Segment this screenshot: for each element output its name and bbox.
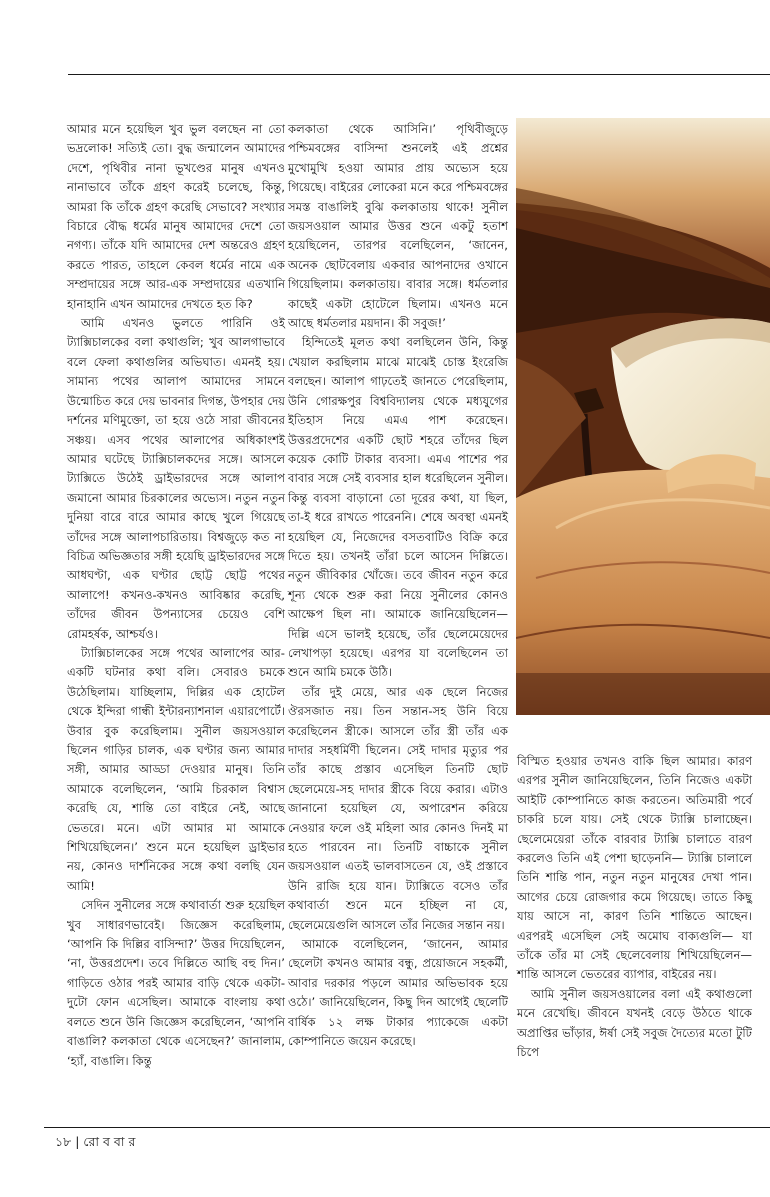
- footer-separator: |: [75, 1134, 80, 1149]
- article-column-3: [517, 752, 752, 1063]
- page-footer: [55, 1134, 135, 1154]
- car-interior-photo: [516, 118, 770, 715]
- paragraph: সেদিন সুনীলের সঙ্গে কথাবার্তা শুরু হয়েছিল খুব সাধারণভাবেই। জিজ্ঞেস করেছিলাম, ‘আপনি কি দিল্লির বাসিন্দা?’ উত্তর দিয়েছিলেন, ‘না, উত্তরপ্রদেশ। তবে দিল্লিতে আছি বহু দিন।’ গাড়িতে ওঠার পরই আমার বাড়ি থেকে একটা-দুটো ফোন এসেছিল। আমাকে বাংলায় কথা বলতে শুনে উনি জিজ্ঞেস করেছিলেন, ‘আপনি বাঙালি? কলকাতা থেকে এসেছেন?’ জানালাম, ‘হ্যাঁ, বাঙালি। কিন্তু: [67, 898, 285, 1068]
- footer-rule: [44, 1127, 770, 1128]
- header-rule: [68, 74, 770, 75]
- paragraph: আমাকে বলেছিলেন, ‘জানেন, আমার ছেলেটা কখনও আমার বন্ধু, প্রয়োজনে সহকর্মী, আবার দরকার পড়লে আমার অভিভাবক হয়ে ওঠে।’ জানিয়েছিলেন, কিছু দিন আগেই ছেলেটি বার্ষিক ১২ লক্ষ টাকার প্যাকেজে একটা কোম্পানিতে জয়েন করেছে।: [288, 937, 508, 1049]
- paragraph: আমার মনে হয়েছিল খুব ভুল বলছেন না তো ভদ্রলোক! সত্যিই তো। বুদ্ধ জন্মালেন আমাদের দেশে, পৃথিবীর নানা ভূখণ্ডের মানুষ এখনও নানাভাবে তাঁকে গ্রহণ করেই চলেছে, কিন্তু, আমরা কি তাঁকে গ্রহণ করেছি সেভাবে? সংখ্যার বিচারে বৌদ্ধ ধর্মের মানুষ আমাদের দেশে তো নগণ্য। তাঁকে যদি আমাদের দেশ অন্তরেও গ্রহণ করতে পারত, তাহলে কেবল ধর্মের নামে এক সম্প্রদায়ের সঙ্গে আর-এক সম্প্রদায়ের এতখানি হানাহানি এখন আমাদের দেখতে হত কি?: [67, 122, 285, 311]
- paragraph: বিস্মিত হওয়ার তখনও বাকি ছিল আমার। কারণ এরপর সুনীল জানিয়েছিলেন, তিনি নিজেও একটা আইটি কোম্পানিতে কাজ করতেন। অতিমারী পর্বে চাকরি চলে যায়। সেই থেকে ট্যাক্সি চালাচ্ছেন। ছেলেমেয়েরা তাঁকে বারবার ট্যাক্সি চালাতে বারণ করলেও তিনি এই পেশা ছাড়েননি— ট্যাক্সি চালালে তিনি শান্তি পান, নতুন নতুন মানুষের দেখা পান। আগের চেয়ে রোজগার কমে গিয়েছে। তাতে কিছু যায় আসে না, কারণ তিনি শান্তিতে আছেন। এরপরই এসেছিল সেই অমোঘ বাক্যগুলি— যা তাঁকে তাঁর মা সেই ছেলেবেলায় শিখিয়েছিলেন— শান্তি আসলে ভেতরের ব্যাপার, বাইরের নয়।: [517, 754, 752, 982]
- paragraph: হিন্দিতেই মূলত কথা বলছিলেন উনি, কিন্তু খেয়াল করছিলাম মাঝে মাঝেই চোস্ত ইংরেজি বলছেন। আলাপ গাঢ়তেই জানতে পেরেছিলাম, উনি গোরক্ষপুর বিশ্ববিদ্যালয় থেকে মধ্যযুগের ইতিহাস নিয়ে এমএ পাশ করেছেন। উত্তরপ্রদেশের একটি ছোট শহরে তাঁদের ছিল কয়েক কোটি টাকার ব্যবসা। এমএ পাশের পর বাবার সঙ্গে সেই ব্যবসার হাল ধরেছিলেন সুনীল। কিন্তু ব্যবসা বাড়ানো তো দূরের কথা, যা ছিল, তা-ই ধরে রাখতে পারেননি। শেষে অবস্থা এমনই হয়েছিল যে, নিজেদের বসতবাটিও বিক্রি করে দিতে হয়। তখনই তাঁরা চলে আসেন দিল্লিতে। নতুন জীবিকার খোঁজে। তবে জীবন নতুন করে শূন্য থেকে শুরু করা নিয়ে সুনীলের কোনও আক্ষেপ ছিল না। আমাকে জানিয়েছিলেন— দিল্লি এসে ভালই হয়েছে, তাঁর ছেলেমেয়েদের লেখাপড়া হয়েছে। এরপর যা বলেছিলেন তা শুনে আমি চমকে উঠি।: [288, 335, 508, 680]
- article-column-2: [288, 120, 508, 1052]
- article-column-1: [67, 120, 285, 1071]
- paragraph: ট্যাক্সিচালকের সঙ্গে পথের আলাপের আর-একটি ঘটনার কথা বলি। সেবারও চমকে উঠেছিলাম। যাচ্ছিলাম, দিল্লির এক হোটেল থেকে ইন্দিরা গান্ধী ইন্টারন্যাশনাল এয়ারপোর্টে। উবার বুক করেছিলাম। সুনীল জয়সওয়াল ছিলেন গাড়ির চালক, এক ঘণ্টার জন্য আমার সঙ্গী, আমার আড্ডা দেওয়ার মানুষ। তিনি আমাকে বলেছিলেন, ‘আমি চিরকাল বিশ্বাস করেছি যে, শান্তি তো বাইরে নেই, আছে ভেতরে। মনে। এটা আমার মা আমাকে শিখিয়েছিলেন।’ শুনে মনে হয়েছিল ড্রাইভার নয়, কোনও দার্শনিকের সঙ্গে কথা বলছি যেন আমি!: [67, 645, 285, 893]
- paragraph: কলকাতা থেকে আসিনি।’ পৃথিবীজুড়ে পশ্চিমবঙ্গের বাসিন্দা শুনলেই এই প্রশ্নের মুখোমুখি হওয়া আমার প্রায় অভ্যেস হয়ে গিয়েছে। বাইরের লোকেরা মনে করে পশ্চিমবঙ্গের সমস্ত বাঙালিই বুঝি কলকাতায় থাকে! সুনীল জয়সওয়াল আমার উত্তর শুনে একটু হতাশ হয়েছিলেন, তারপর বলেছিলেন, ‘জানেন, অনেক ছোটবেলায় একবার আপনাদের ওখানে গিয়েছিলাম। কলকাতায়। বাবার সঙ্গে। ধর্মতলার কাছেই একটা হোটেলে ছিলাম। এখনও মনে আছে ধর্মতলার ময়দান। কী সবুজ!’: [288, 122, 508, 331]
- paragraph: আমি এখনও ভুলতে পারিনি ওই ট্যাক্সিচালকের বলা কথাগুলি; খুব আলগাভাবে বলে ফেলা কথাগুলির অভিঘাত। এমনই হয়। সামান্য পথের আলাপ আমাদের সামনে উন্মোচিত করে দেয় ভাবনার দিগন্ত, উপহার দেয় দর্শনের মণিমুক্তো, তা হয়ে ওঠে সারা জীবনের সঞ্চয়। এসব পথের আলাপের অধিকাংশই আমার ঘটেছে ট্যাক্সিচালকদের সঙ্গে। আসলে ট্যাক্সিতে উঠেই ড্রাইভারদের সঙ্গে আলাপ জমানো আমার চিরকালের অভ্যেস। নতুন নতুন দুনিয়া বারে বারে আমার কাছে খুলে গিয়েছে তাঁদের সঙ্গে আলাপচারিতায়। বিশ্বজুড়ে কত না বিচিত্র অভিজ্ঞতার সঙ্গী হয়েছি ড্রাইভারদের সঙ্গে আধঘণ্টা, এক ঘণ্টার ছোট্ট ছোট্ট পথের আলাপে! কখনও-কখনও আবিষ্কার করেছি, তাঁদের জীবন উপন্যাসের চেয়েও বেশি রোমহর্ষক, আশ্চর্যও।: [67, 316, 285, 641]
- magazine-name: রো ব বা র: [83, 1134, 136, 1149]
- paragraph: তাঁর দুই মেয়ে, আর এক ছেলে নিজের ঔরসজাত নয়। তিন সন্তান-সহ উনি বিয়ে করেছিলেন স্ত্রীকে। আসলে তাঁর স্ত্রী তাঁর এক দাদার সহধর্মিণী ছিলেন। সেই দাদার মৃত্যুর পর তাঁর কাছে প্রস্তাব এসেছিল তিনটি ছোট ছেলেমেয়ে-সহ দাদার স্ত্রীকে বিয়ে করার। এটাও জানানো হয়েছিল যে, অপারেশন করিয়ে নেওয়ার ফলে ওই মহিলা আর কোনও দিনই মা হতে পারবেন না। তিনটি বাচ্চাকে সুনীল জয়সওয়াল এতই ভালবাসতেন যে, ওই প্রস্তাবে উনি রাজি হয়ে যান। ট্যাক্সিতে বসেও তাঁর কথাবার্তা শুনে মনে হচ্ছিল না যে, ছেলেমেয়েগুলি আসলে তাঁর নিজের সন্তান নয়।: [288, 684, 508, 932]
- paragraph: আমি সুনীল জয়সওয়ালের বলা এই কথাগুলো মনে রেখেছি। জীবনে যখনই বেড়ে উঠতে থাকে অপ্রাপ্তির ভাঁড়ার, ঈর্ষা সেই সবুজ দৈত্যের মতো টুটি চিপে: [517, 986, 752, 1060]
- page-number: ১৮: [55, 1134, 72, 1149]
